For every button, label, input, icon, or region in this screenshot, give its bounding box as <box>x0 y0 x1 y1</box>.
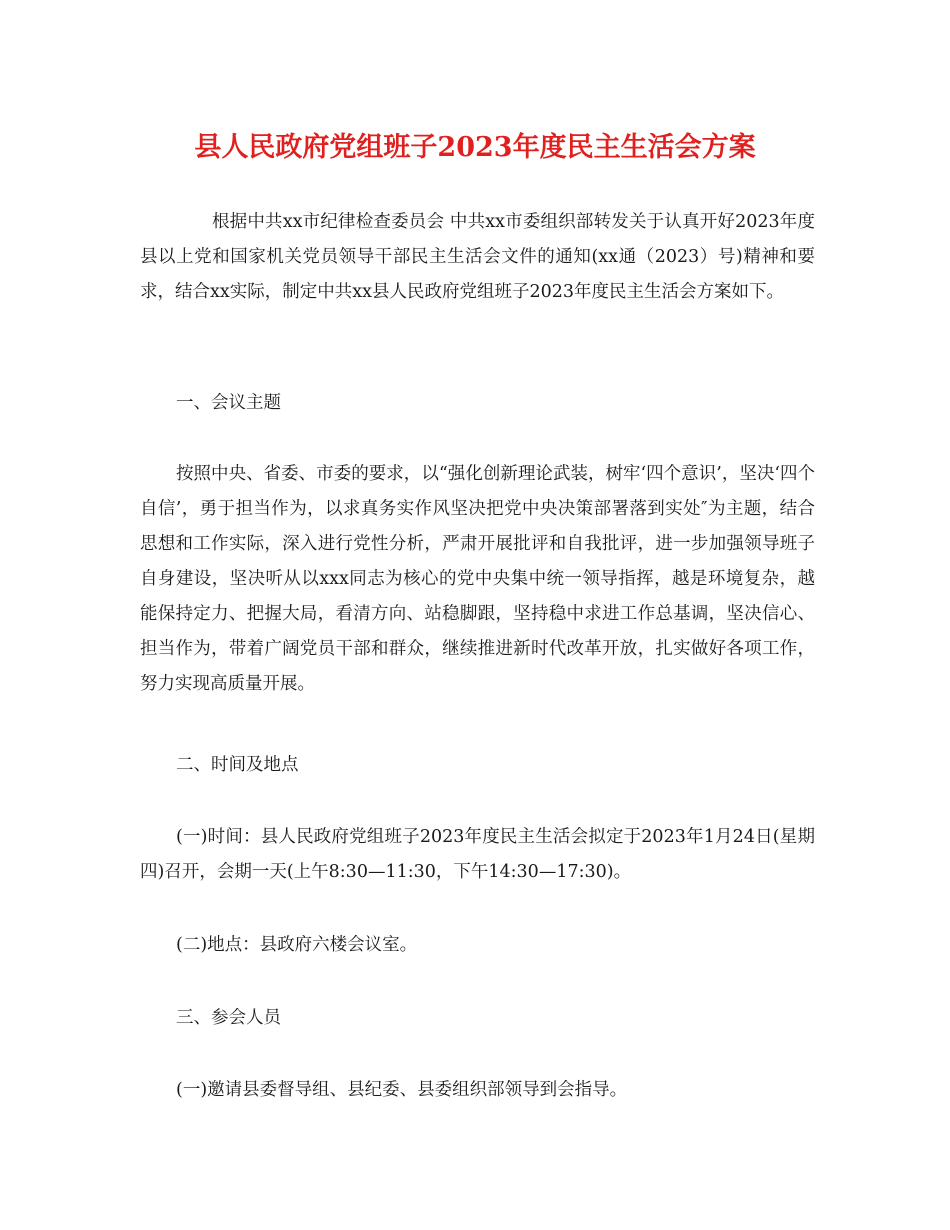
attendees-paragraph: (一)邀请县委督导组、县纪委、县委组织部领导到会指导。 <box>176 1080 628 1100</box>
place-paragraph: (二)地点：县政府六楼会议室。 <box>176 935 418 955</box>
time-paragraph: (一)时间：县人民政府党组班子2023年度民主生活会拟定于2023年1月24日(星期四)召开，会期一天(上午8:30—11:30，下午14:30—17:30)。 <box>140 827 815 882</box>
section-heading-attendees: 三、参会人员 <box>176 1008 281 1028</box>
theme-paragraph: 按照中央、省委、市委的要求，以“强化创新理论武装，树牢‘四个意识’，坚决‘四个自信’，勇于担当作为，以求真务实作风坚决把党中央决策部署落到实处″为主题，结合思想和工作实际，深入进行党性分析，严肃开展批评和自我批评，进一步加强领导班子自身建设，坚决听从以xxx同志为核心的党中央集中统一领导指挥，越是环境复杂，越能保持定力、把握大局，看清方向、站稳脚跟，坚持稳中求进工作总基调，坚决信心、担当作为，带着广阔党员干部和群众，继续推进新时代改革开放，扎实做好各项工作，努力实现高质量开展。 <box>140 464 815 694</box>
intro-paragraph: 根据中共xx市纪律检查委员会 中共xx市委组织部转发关于认真开好2023年度县以上党和国家机关党员领导干部民主生活会文件的通知(xx通（2023）号)精神和要求，结合xx实际，制定中共xx县人民政府党组班子2023年度民主生活会方案如下。 <box>140 212 815 302</box>
section-heading-time-place: 二、时间及地点 <box>176 755 299 775</box>
section-heading-theme: 一、会议主题 <box>176 393 281 413</box>
document-title: 县人民政府党组班子2023年度民主生活会方案 <box>194 132 756 163</box>
